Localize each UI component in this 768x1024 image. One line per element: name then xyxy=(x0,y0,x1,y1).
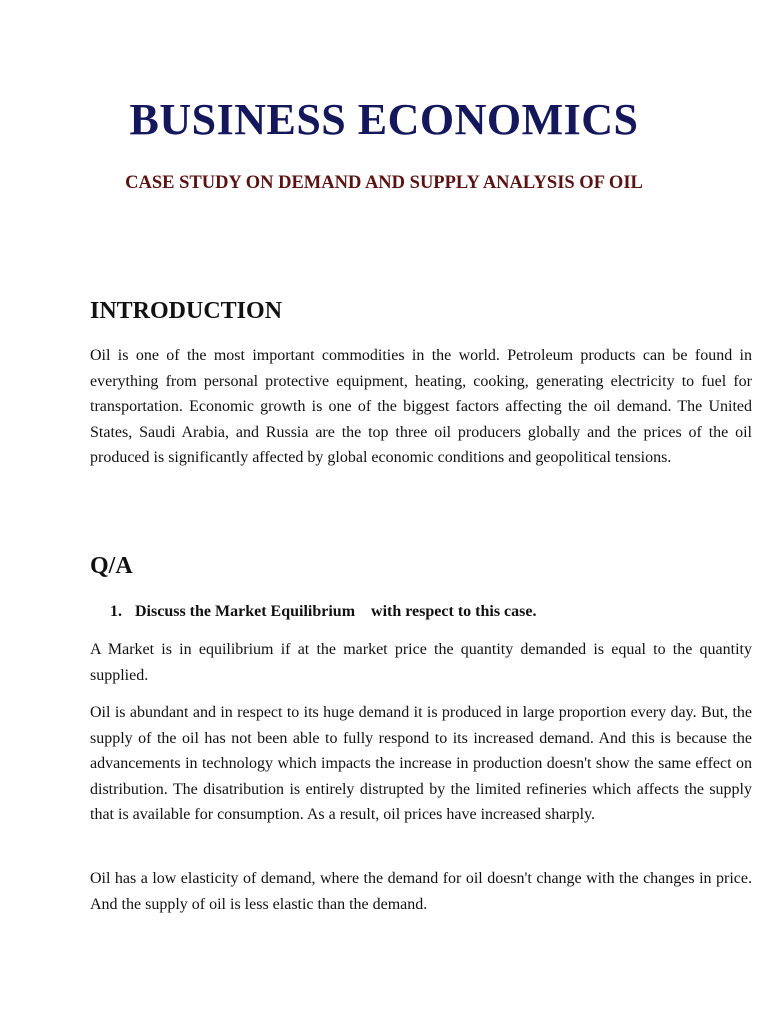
qa-heading: Q/A xyxy=(90,553,133,579)
document-title: BUSINESS ECONOMICS xyxy=(129,95,639,144)
question-text-part2: with respect to this case. xyxy=(371,603,537,620)
answer-paragraph: Oil has a low elasticity of demand, where the demand for oil doesn't change with the changes in price. And the supply of oil is less elastic than the demand. xyxy=(90,870,752,913)
introduction-heading: INTRODUCTION xyxy=(90,298,283,324)
introduction-paragraph: Oil is one of the most important commodities in the world. Petroleum products can be found in everything from personal protective equipment, heating, cooking, generating electricity to fuel for transportation. Economic growth is one of the biggest factors affecting the oil demand. The United States, Saudi Arabia, and Russia are the top three oil producers globally and the prices of the oil produced is significantly affected by global economic conditions and geopolitical tensions. xyxy=(90,347,752,466)
question-item xyxy=(110,599,750,625)
answer-paragraph: A Market is in equilibrium if at the market price the quantity demanded is equal to the quantity supplied. xyxy=(90,641,752,684)
answer-paragraph: Oil is abundant and in respect to its huge demand it is produced in large proportion every day. But, the supply of the oil has not been able to fully respond to its increased demand. And this is because the advancements in technology which impacts the increase in production doesn't show the same effect on distribution. The disatribution is entirely distrupted by the limited refineries which affects the supply that is available for consumption. As a result, oil prices have increased sharply. xyxy=(90,704,752,823)
document-subtitle: CASE STUDY ON DEMAND AND SUPPLY ANALYSIS OF OIL xyxy=(125,173,643,193)
question-text-part1: Discuss the Market Equilibrium xyxy=(135,603,356,620)
question-number: 1. xyxy=(110,603,122,620)
